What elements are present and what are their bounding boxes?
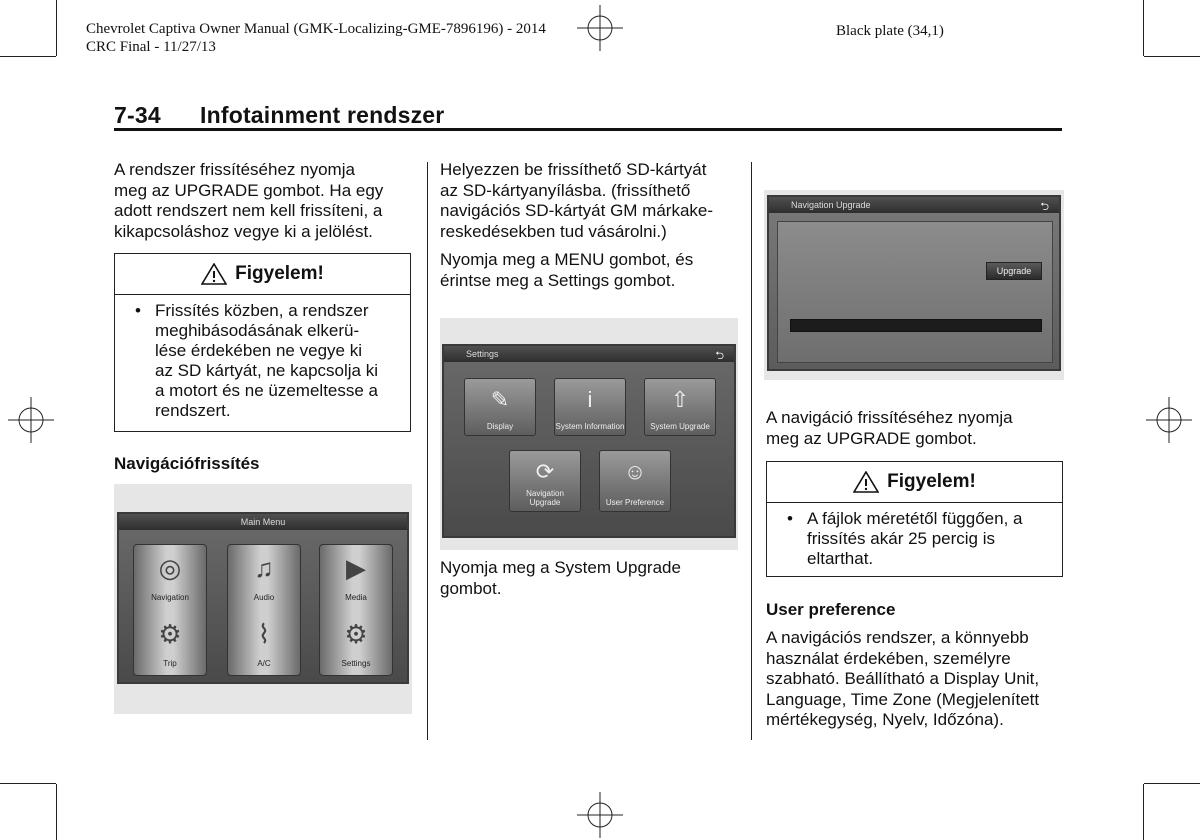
upgrade-instruction <box>766 408 1066 449</box>
tile-label: System Upgrade <box>650 422 710 431</box>
upgrade-panel <box>777 221 1053 363</box>
upgrade-button[interactable] <box>986 262 1042 280</box>
progress-bar <box>790 319 1042 332</box>
warning-box <box>766 461 1063 577</box>
trip-icon: ⚙ <box>158 619 182 649</box>
crop-mark <box>1144 783 1200 784</box>
text-line: navigációs SD-kártyát GM márkake- <box>440 201 714 220</box>
screen-title: Settings <box>466 349 499 359</box>
screen-title-bar <box>444 346 734 362</box>
tile-label: Navigation <box>151 593 189 602</box>
screen-title: Main Menu <box>240 517 286 527</box>
audio-icon: ♫ <box>254 553 274 583</box>
upgrade-button-label: Upgrade <box>996 266 1032 276</box>
navigation-icon: ◎ <box>158 553 182 583</box>
column-divider <box>427 162 428 740</box>
text-line: A fájlok méretétől függően, a <box>807 509 1023 528</box>
settings-screenshot <box>440 318 738 550</box>
registration-mark <box>1146 397 1192 443</box>
crop-mark <box>0 783 56 784</box>
page-number: 7-34 <box>114 102 161 128</box>
subheading-user-preference: User preference <box>766 600 896 619</box>
screen-frame <box>117 512 409 684</box>
text-line: használat érdekében, személyre <box>766 648 1011 668</box>
warning-box <box>114 253 411 432</box>
text-line: meghibásodásának elkerü- <box>155 321 360 340</box>
system-upgrade-tile <box>644 378 716 436</box>
screen-frame <box>767 195 1061 371</box>
warning-text <box>807 509 1022 569</box>
text-line: mértékegység, Nyelv, Időzóna). <box>766 710 1004 729</box>
main-menu-screenshot <box>114 484 412 714</box>
text-line: frissítés akár 25 percig is <box>807 529 996 548</box>
sd-card-paragraph <box>440 160 740 242</box>
tile-label: Media <box>345 593 367 602</box>
crop-mark <box>56 784 57 840</box>
text-line: szabható. Beállítható a Display Unit, <box>766 669 1040 688</box>
warning-text <box>155 301 378 421</box>
warning-item <box>767 503 1062 573</box>
screen-title: Navigation Upgrade <box>791 200 871 210</box>
back-icon: ⮌ <box>715 350 724 362</box>
text-line: rendszert. <box>155 401 231 420</box>
crop-mark <box>1143 784 1144 840</box>
tile-label: Settings <box>341 659 371 668</box>
crop-mark <box>1143 0 1144 56</box>
header-line-1: Chevrolet Captiva Owner Manual (GMK-Localizing-GME-7896196) - 2014 <box>86 21 546 37</box>
warning-header <box>767 462 1062 503</box>
title-rule <box>114 128 1062 131</box>
text-line: meg az UPGRADE gombot. Ha egy <box>114 180 384 200</box>
display-tile <box>464 378 536 436</box>
text-line: gombot. <box>440 578 502 598</box>
text-line: az SD-kártyanyílásba. (frissíthető <box>440 180 691 200</box>
system-upgrade-paragraph <box>440 558 740 599</box>
subheading-navigation-upgrade: Navigációfrissítés <box>114 454 260 473</box>
text-line: lése érdekében ne vegye ki <box>155 341 362 360</box>
page-title: Infotainment rendszer <box>200 102 445 128</box>
header-info <box>86 20 546 56</box>
ac-icon: ⌇ <box>257 619 271 649</box>
back-icon: ⮌ <box>1040 201 1049 213</box>
bullet: • <box>135 301 141 320</box>
warning-title: Figyelem! <box>887 471 976 492</box>
settings-icon: ⚙ <box>344 619 368 649</box>
registration-mark <box>577 792 623 838</box>
text-line: meg az UPGRADE gombot. <box>766 428 977 448</box>
refresh-icon: ⟳ <box>535 459 555 484</box>
registration-mark <box>577 5 623 51</box>
registration-mark <box>8 397 54 443</box>
text-line: eltarthat. <box>807 549 874 568</box>
info-icon: i <box>587 387 593 412</box>
warning-item <box>115 295 410 425</box>
warning-triangle-icon <box>201 263 227 285</box>
menu-paragraph <box>440 250 740 291</box>
crop-mark <box>1144 56 1200 57</box>
text-line: érintse meg a Settings gombot. <box>440 270 676 290</box>
crop-mark <box>56 0 57 56</box>
tile-label: A/C <box>257 659 271 668</box>
screen-frame <box>442 344 736 538</box>
navigation-upgrade-screenshot <box>764 190 1064 380</box>
tile-label: System Information <box>555 422 625 431</box>
warning-title: Figyelem! <box>235 263 324 284</box>
tile-label: Display <box>486 422 514 431</box>
navigation-upgrade-tile <box>509 450 581 512</box>
warning-header <box>115 254 410 295</box>
upgrade-arrow-icon: ⇧ <box>670 387 690 412</box>
text-line: Language, Time Zone (Megjelenített <box>766 689 1040 709</box>
screen-title-bar <box>769 197 1059 213</box>
main-menu-tile <box>227 544 301 676</box>
text-line: Frissítés közben, a rendszer <box>155 301 369 320</box>
tile-label: Trip <box>163 659 177 668</box>
header-line-2: CRC Final - 11/27/13 <box>86 39 216 55</box>
column-divider <box>751 162 752 740</box>
main-menu-tile <box>319 544 393 676</box>
media-icon: ▶ <box>346 553 366 583</box>
crop-mark <box>0 56 56 57</box>
text-line: reskedésekben tud vásárolni.) <box>440 221 667 241</box>
text-line: adott rendszert nem kell frissíteni, a <box>114 201 383 220</box>
tile-label: Navigation Upgrade <box>526 489 564 507</box>
user-preference-tile <box>599 450 671 512</box>
text-line: Helyezzen be frissíthető SD-kártyát <box>440 160 707 179</box>
warning-triangle-icon <box>853 471 879 493</box>
text-line: a motort és ne üzemeltesse a <box>155 381 379 400</box>
text-line: kikapcsoláshoz vegye ki a jelölést. <box>114 221 373 241</box>
user-icon: ☺ <box>623 459 647 484</box>
screen-title-bar <box>119 514 407 530</box>
bullet: • <box>787 509 793 528</box>
user-preference-paragraph <box>766 628 1066 731</box>
display-icon: ✎ <box>490 387 510 412</box>
tile-label: Audio <box>253 593 275 602</box>
system-information-tile <box>554 378 626 436</box>
text-line: A navigáció frissítéséhez nyomja <box>766 408 1013 427</box>
intro-paragraph <box>114 160 414 242</box>
text-line: A rendszer frissítéséhez nyomja <box>114 160 355 179</box>
tile-label: User Preference <box>605 498 665 507</box>
text-line: A navigációs rendszer, a könnyebb <box>766 628 1029 647</box>
plate-label: Black plate (34,1) <box>836 23 944 39</box>
text-line: Nyomja meg a System Upgrade <box>440 558 681 577</box>
main-menu-tile <box>133 544 207 676</box>
text-line: az SD kártyát, ne kapcsolja ki <box>155 361 378 380</box>
text-line: Nyomja meg a MENU gombot, és <box>440 250 694 269</box>
